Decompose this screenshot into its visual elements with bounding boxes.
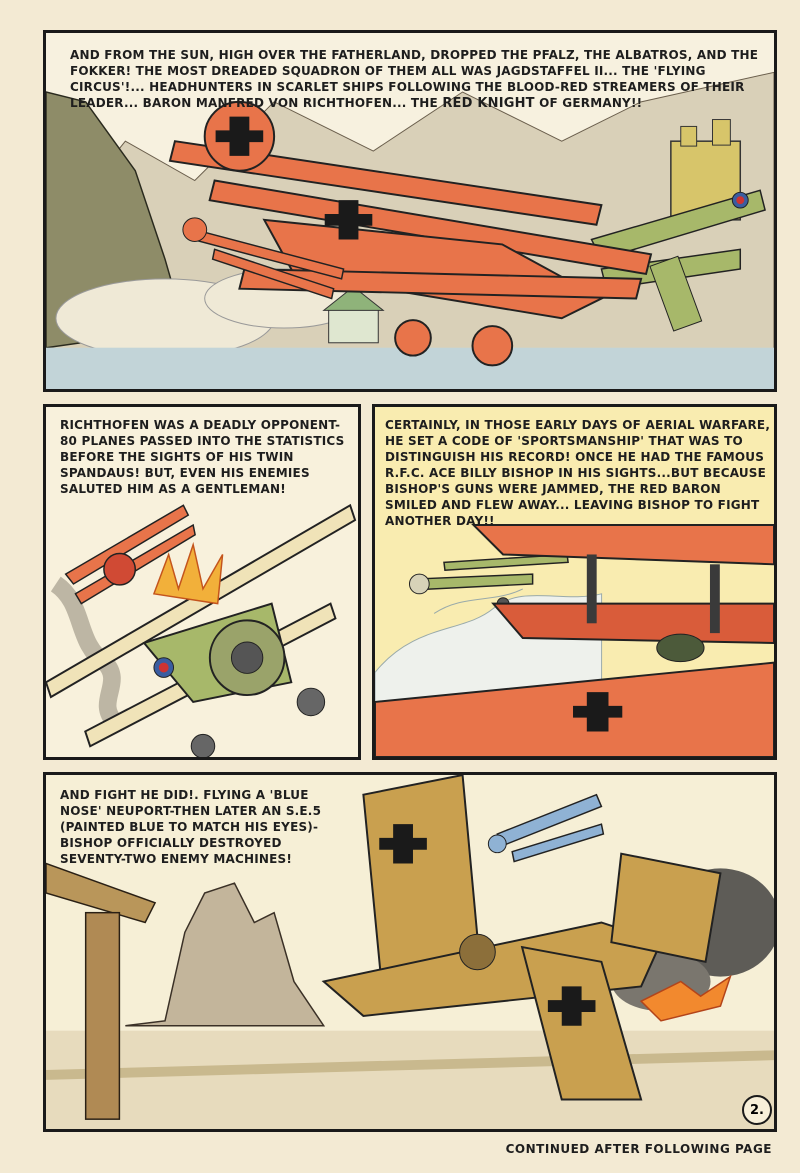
continued-footer: CONTINUED AFTER FOLLOWING PAGE [505,1142,772,1156]
panel-1 [43,30,777,392]
panel-1-caption-end: OF GERMANY!! [534,96,643,110]
panel-2 [43,404,361,760]
panel-4-caption: AND FIGHT HE DID!. FLYING A 'BLUE NOSE' NEUPORT-THEN LATER AN S.E.5 (PAINTED BLUE TO MATCH HIS EYES)-BISHOP OFFICIALLY DESTROYED SEVENTY-TWO ENEMY MACHINES! [60,788,322,866]
panel-1-caption-start: AND FROM THE SUN, HIGH OVER THE FATHERLAND, DROPPED THE PFALZ, THE ALBATROS, AND THE FOKKER! THE MOST DREADED SQUADRON OF THEM ALL WAS JAGDSTAFFEL II... THE 'FLYING CIRCUS'!... HEADHUNTERS IN SCARLET SHIPS FOLLOWING THE BLOOD-RED STREAMERS OF THEIR LEADER... BARON MANFRED VON RICHTHOFEN... THE [70,48,759,110]
panel-1-caption-emph: RED KNIGHT [442,96,535,111]
blue-nieuport [488,795,603,862]
panel-2-caption: RICHTHOFEN WAS A DEADLY OPPONENT-80 PLANES PASSED INTO THE STATISTICS BEFORE THE SIGHTS OF HIS TWIN SPANDAUS! BUT, EVEN HIS ENEMIES SALUTED HIM AS A GENTLEMAN! [60,418,345,496]
panel-4 [43,772,777,1132]
panel-3 [372,404,777,760]
page-number: 2. [742,1095,772,1125]
panel-1-caption [70,47,760,112]
panel-3-caption: CERTAINLY, IN THOSE EARLY DAYS OF AERIAL WARFARE, HE SET A CODE OF 'SPORTSMANSHIP' THAT WAS TO DISTINGUISH HIS RECORD! ONCE HE HAD THE FAMOUS R.F.C. ACE BILLY BISHOP IN HIS SIGHTS...BUT BECAUSE BISHOP'S GUNS WERE JAMMED, THE RED BARON SMILED AND FLEW AWAY... LEAVING BISHOP TO FIGHT ANOTHER DAY!! [385,418,771,528]
